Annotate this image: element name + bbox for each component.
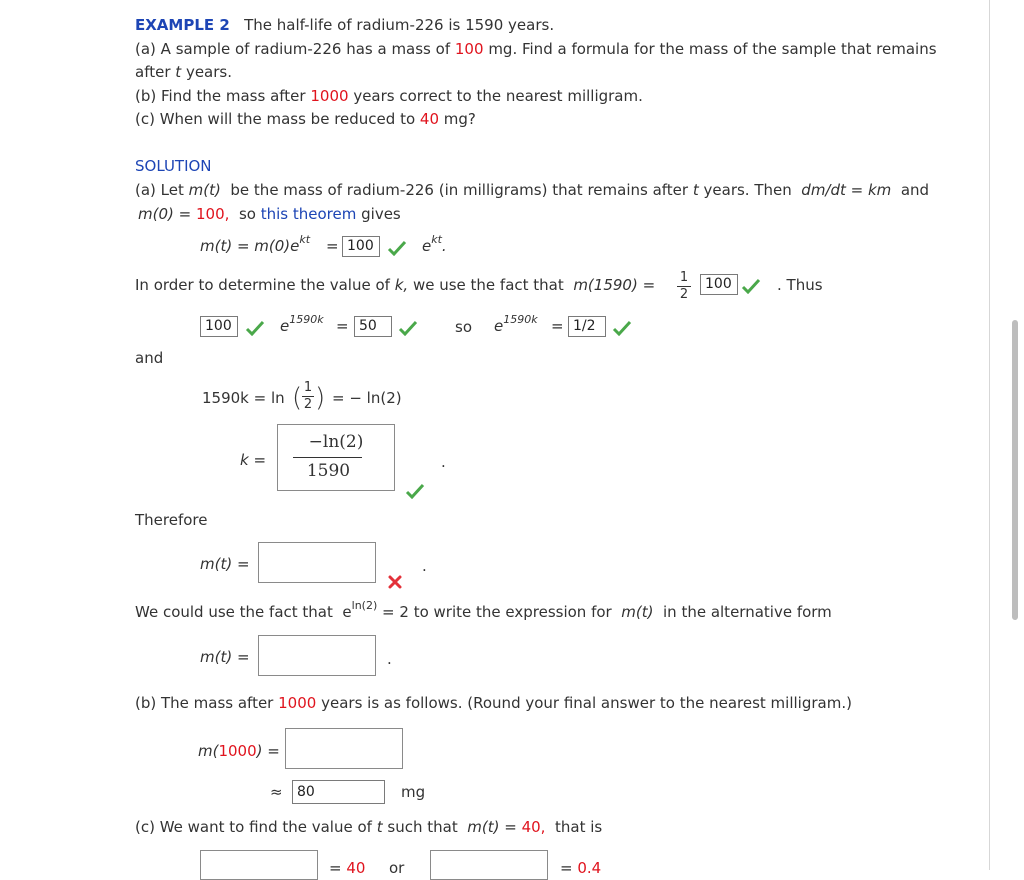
eq2-equals-1: =: [336, 317, 349, 335]
order-text: In order to determine the value of k, we use the fact that m(1590) =: [135, 276, 656, 294]
k-denominator: 1590: [306, 461, 351, 481]
scrollbar[interactable]: [989, 0, 1024, 870]
c-answer-box-2[interactable]: [430, 850, 548, 880]
eq4-lhs: k =: [240, 451, 267, 469]
eq7-lhs: m(1000) =: [198, 742, 280, 760]
eq6-lhs: m(t) =: [200, 648, 250, 666]
approx-sign: ≈: [270, 783, 283, 801]
k-answer-box[interactable]: [277, 424, 395, 491]
eq3-paren-close: ): [315, 383, 326, 413]
eq3-lhs: 1590k = ln: [202, 389, 285, 407]
part-b-text: (b) Find the mass after 1000 years correct to the nearest milligram.: [135, 87, 643, 105]
cross-icon: [387, 574, 403, 590]
example-statement: EXAMPLE 2 The half-life of radium-226 is 1590 years.: [135, 16, 555, 34]
half-fraction: 1 2: [677, 271, 691, 302]
eq2-box-2[interactable]: 50: [354, 316, 392, 337]
part-c-text: (c) When will the mass be reduced to 40 mg?: [135, 110, 476, 128]
order-answer-box[interactable]: 100: [700, 274, 738, 295]
eq3-fraction: 1 2: [303, 380, 313, 412]
eq1-answer-box[interactable]: 100: [342, 236, 380, 257]
check-icon: [387, 240, 407, 256]
eq3-rhs: = − ln(2): [332, 389, 402, 407]
c-answer-box-1[interactable]: [200, 850, 318, 880]
check-icon: [405, 483, 425, 499]
alt-form-text: We could use the fact that $e^{ln(2)} = 2$ to write the expression for m(t) in the alternative form: [135, 599, 832, 621]
c-eq1: = 40: [329, 859, 366, 877]
mt-answer-box[interactable]: [258, 542, 376, 583]
eq2-equals-2: =: [551, 317, 564, 335]
theorem-link[interactable]: this theorem: [260, 205, 357, 223]
eq2-exp-2: $e^{1590k}$: [494, 313, 538, 335]
c-eq2: = 0.4: [560, 859, 602, 877]
solution-b-text: (b) The mass after 1000 years is as follows. (Round your final answer to the nearest milligram.): [135, 694, 852, 712]
solution-heading: SOLUTION: [135, 157, 212, 175]
eq2-exp-1: $e^{1590k}$: [280, 313, 324, 335]
k-numerator: −ln(2): [308, 432, 364, 452]
solution-a-line1: (a) Let m(t) be the mass of radium-226 (in milligrams) that remains after t years. Then dm/dt = km and: [135, 181, 930, 199]
unit-mg: mg: [401, 783, 426, 801]
thus-text: . Thus: [777, 276, 823, 294]
eq5-dot: .: [422, 557, 427, 575]
and-text: and: [135, 349, 164, 367]
eq1-lhs: $m(t) = m(0)e^{kt}$: [200, 233, 311, 255]
k-fraction-bar: [293, 457, 362, 458]
scrollbar-thumb[interactable]: [1012, 320, 1018, 620]
check-icon: [398, 320, 418, 336]
check-icon: [741, 278, 761, 294]
c-or: or: [389, 859, 405, 877]
eq2-so: so: [455, 318, 472, 336]
eq6-dot: .: [387, 650, 392, 668]
example-label: EXAMPLE 2: [135, 16, 230, 34]
approx-answer-box[interactable]: 80: [292, 780, 385, 804]
eq5-lhs: m(t) =: [200, 555, 250, 573]
eq1-equals: =: [326, 237, 339, 255]
part-a-text-line2: after t years.: [135, 63, 233, 81]
check-icon: [612, 320, 632, 336]
therefore-text: Therefore: [135, 511, 208, 529]
eq4-dot: .: [441, 453, 446, 471]
part-a-text: (a) A sample of radium-226 has a mass of 100 mg. Find a formula for the mass of the sample that remains: [135, 40, 937, 58]
m1000-answer-box[interactable]: [285, 728, 403, 769]
check-icon: [245, 320, 265, 336]
eq2-box-1[interactable]: 100: [200, 316, 238, 337]
solution-a-line2: m(0) = 100, so this theorem gives: [138, 205, 401, 223]
mt-alt-answer-box[interactable]: [258, 635, 376, 676]
eq1-rhs: $e^{kt}$.: [422, 233, 447, 255]
eq3-paren-open: (: [292, 383, 303, 413]
eq2-box-3[interactable]: 1/2: [568, 316, 606, 337]
solution-c-text: (c) We want to find the value of t such that m(t) = 40, that is: [135, 818, 603, 836]
